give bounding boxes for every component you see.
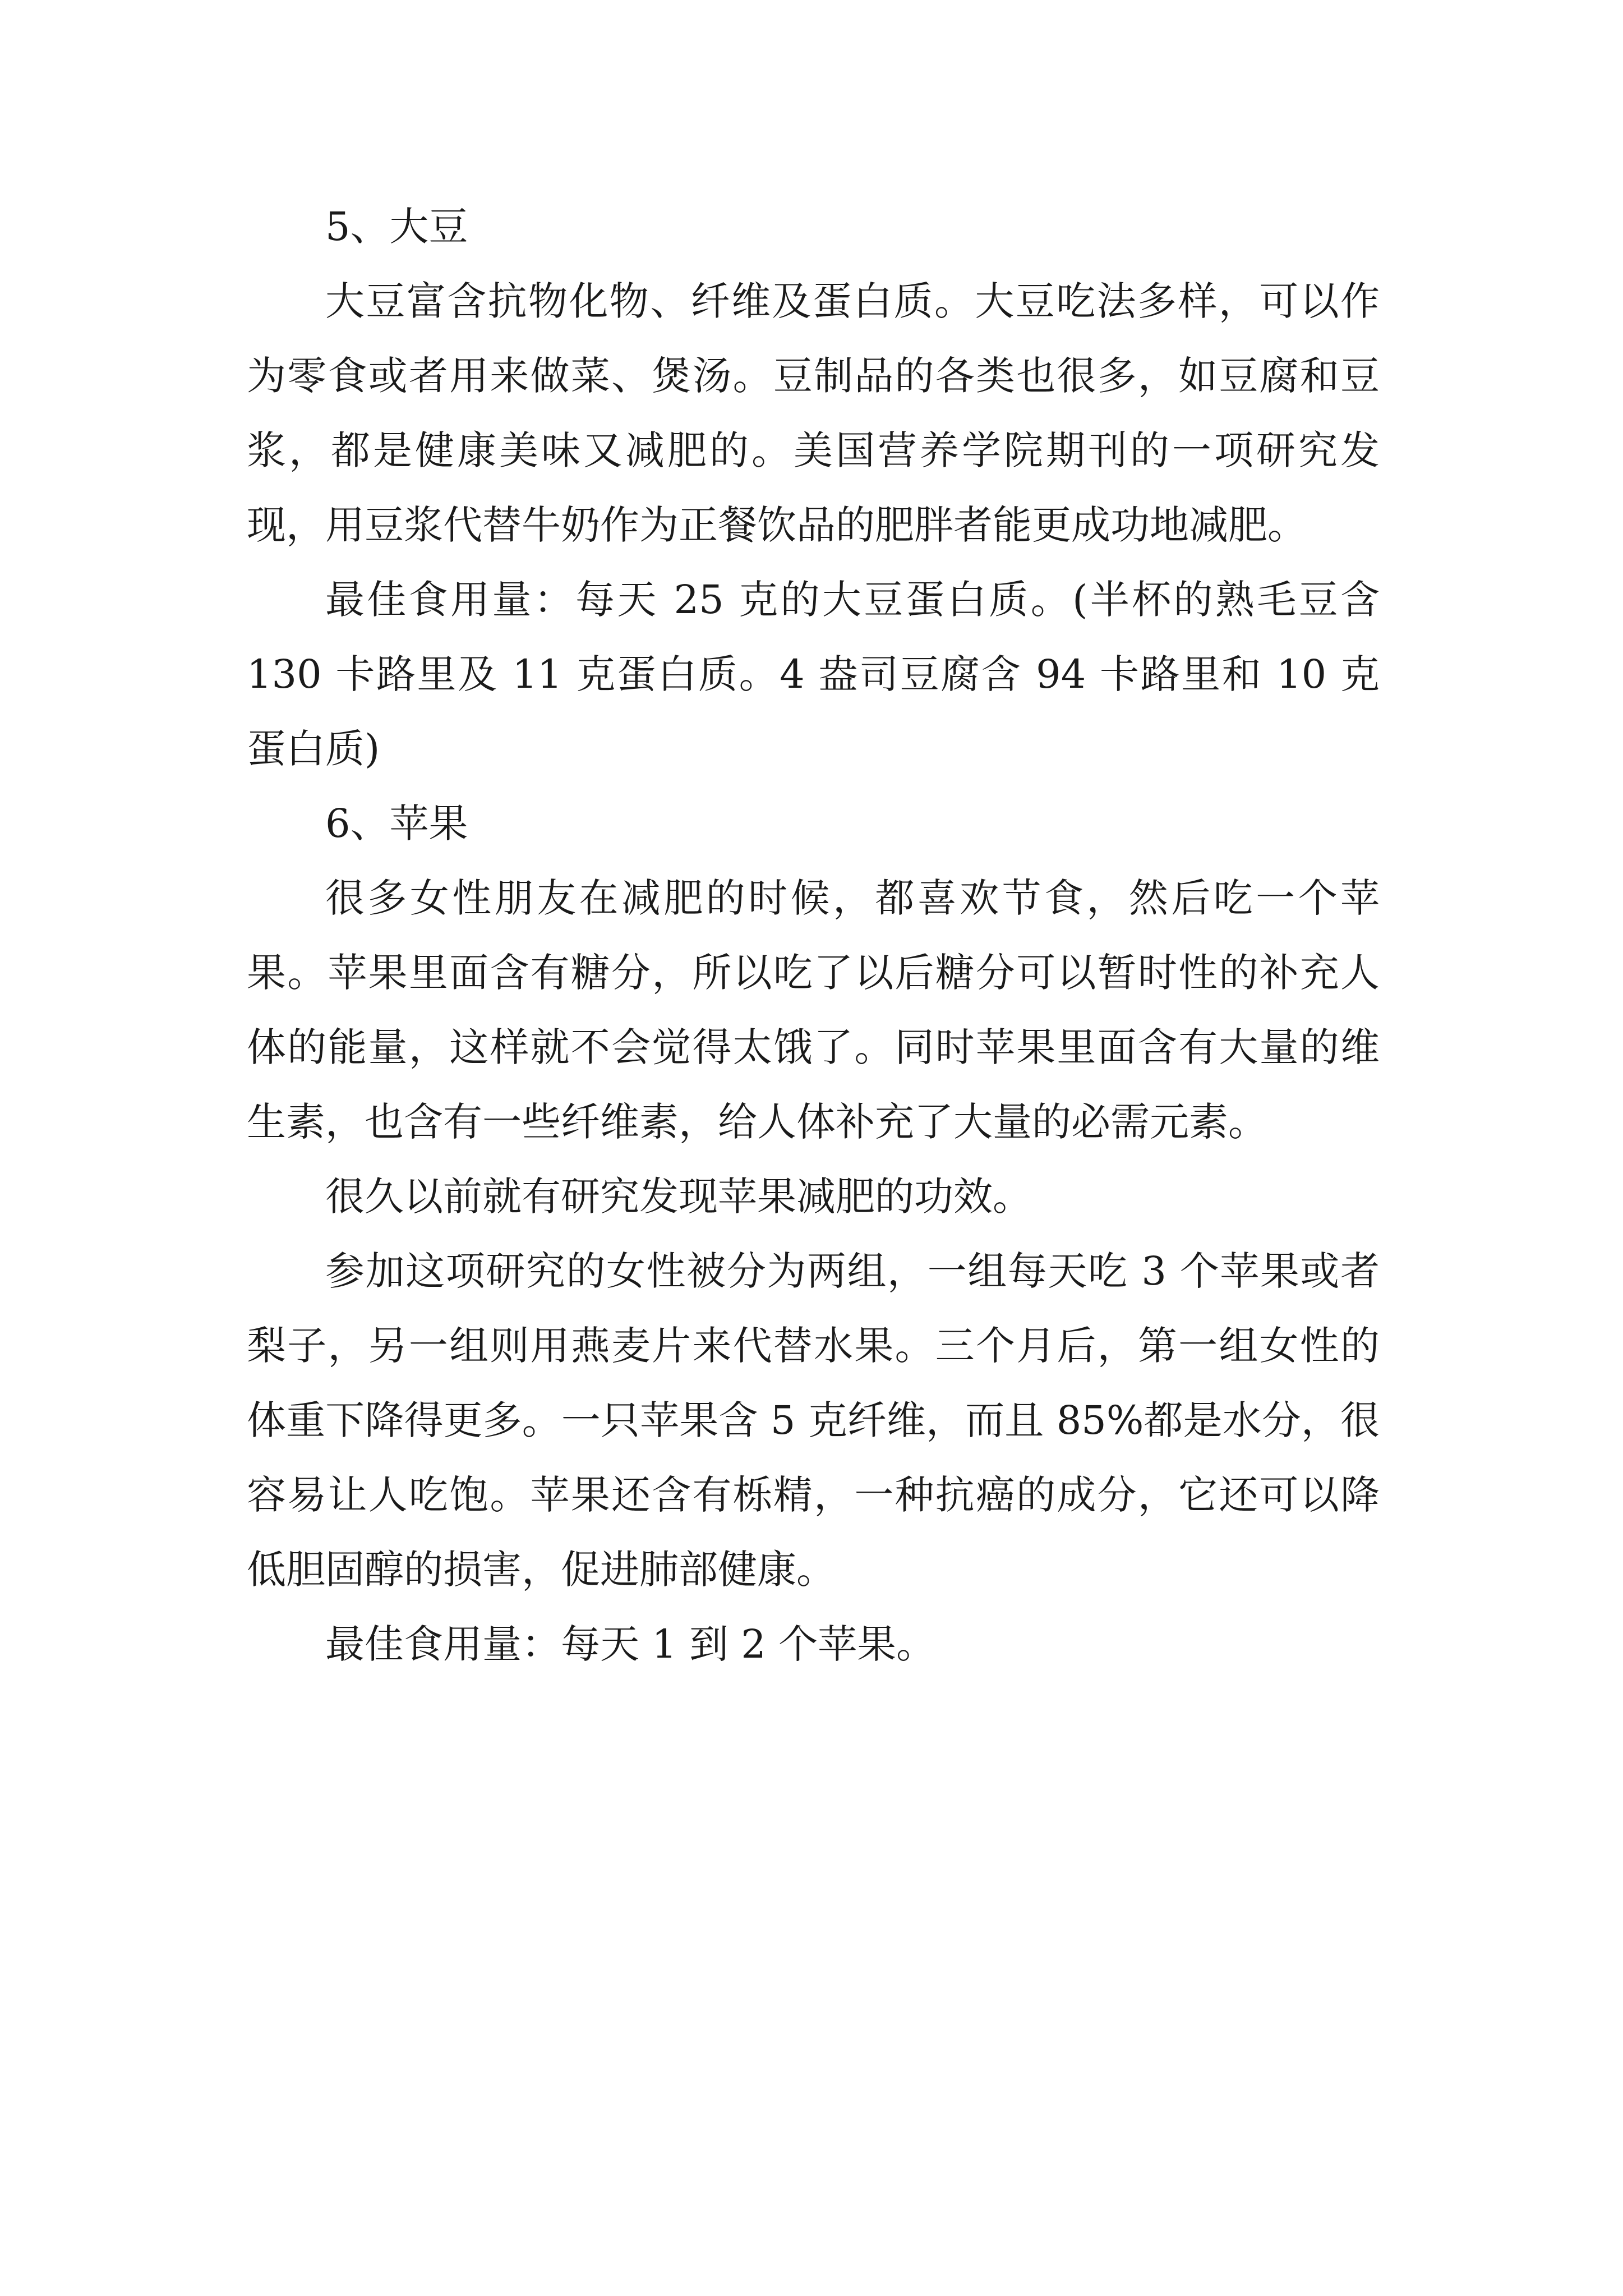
paragraph-apple-study: 参加这项研究的女性被分为两组，一组每天吃 3 个苹果或者梨子，另一组则用燕麦片来代替水果。三个月后，第一组女性的体重下降得更多。一只苹果含 5 克纤维，而且 85%都是水分，很容易让人吃饱。苹果还含有栎精，一种抗癌的成分，它还可以降低胆固醇的损害，促进肺部健康。 (247, 1248, 1380, 1593)
paragraph-soybean-intro: 大豆富含抗物化物、纤维及蛋白质。大豆吃法多样，可以作为零食或者用来做菜、煲汤。豆制品的各类也很多，如豆腐和豆浆，都是健康美味又减肥的。美国营养学院期刊的一项研究发现，用豆浆代替牛奶作为正餐饮品的肥胖者能更成功地减肥。 (247, 278, 1380, 548)
paragraph-apple-research: 很久以前就有研究发现苹果减肥的功效。 (325, 1174, 1032, 1220)
paragraph-apple-intro: 很多女性朋友在减肥的时候，都喜欢节食，然后吃一个苹果。苹果里面含有糖分，所以吃了以后糖分可以暂时性的补充人体的能量，这样就不会觉得太饿了。同时苹果里面含有大量的维生素，也含有一些纤维素，给人体补充了大量的必需元素。 (247, 875, 1380, 1145)
paragraph-apple-dosage: 最佳食用量：每天 1 到 2 个苹果。 (325, 1621, 936, 1667)
paragraph-soybean-dosage: 最佳食用量：每天 25 克的大豆蛋白质。(半杯的熟毛豆含 130 卡路里及 11 克蛋白质。4 盎司豆腐含 94 卡路里和 10 克蛋白质) (247, 577, 1380, 772)
document-body (247, 190, 1380, 1682)
section-heading-apple: 6、苹果 (325, 800, 468, 846)
section-heading-soybean: 5、大豆 (325, 204, 468, 250)
